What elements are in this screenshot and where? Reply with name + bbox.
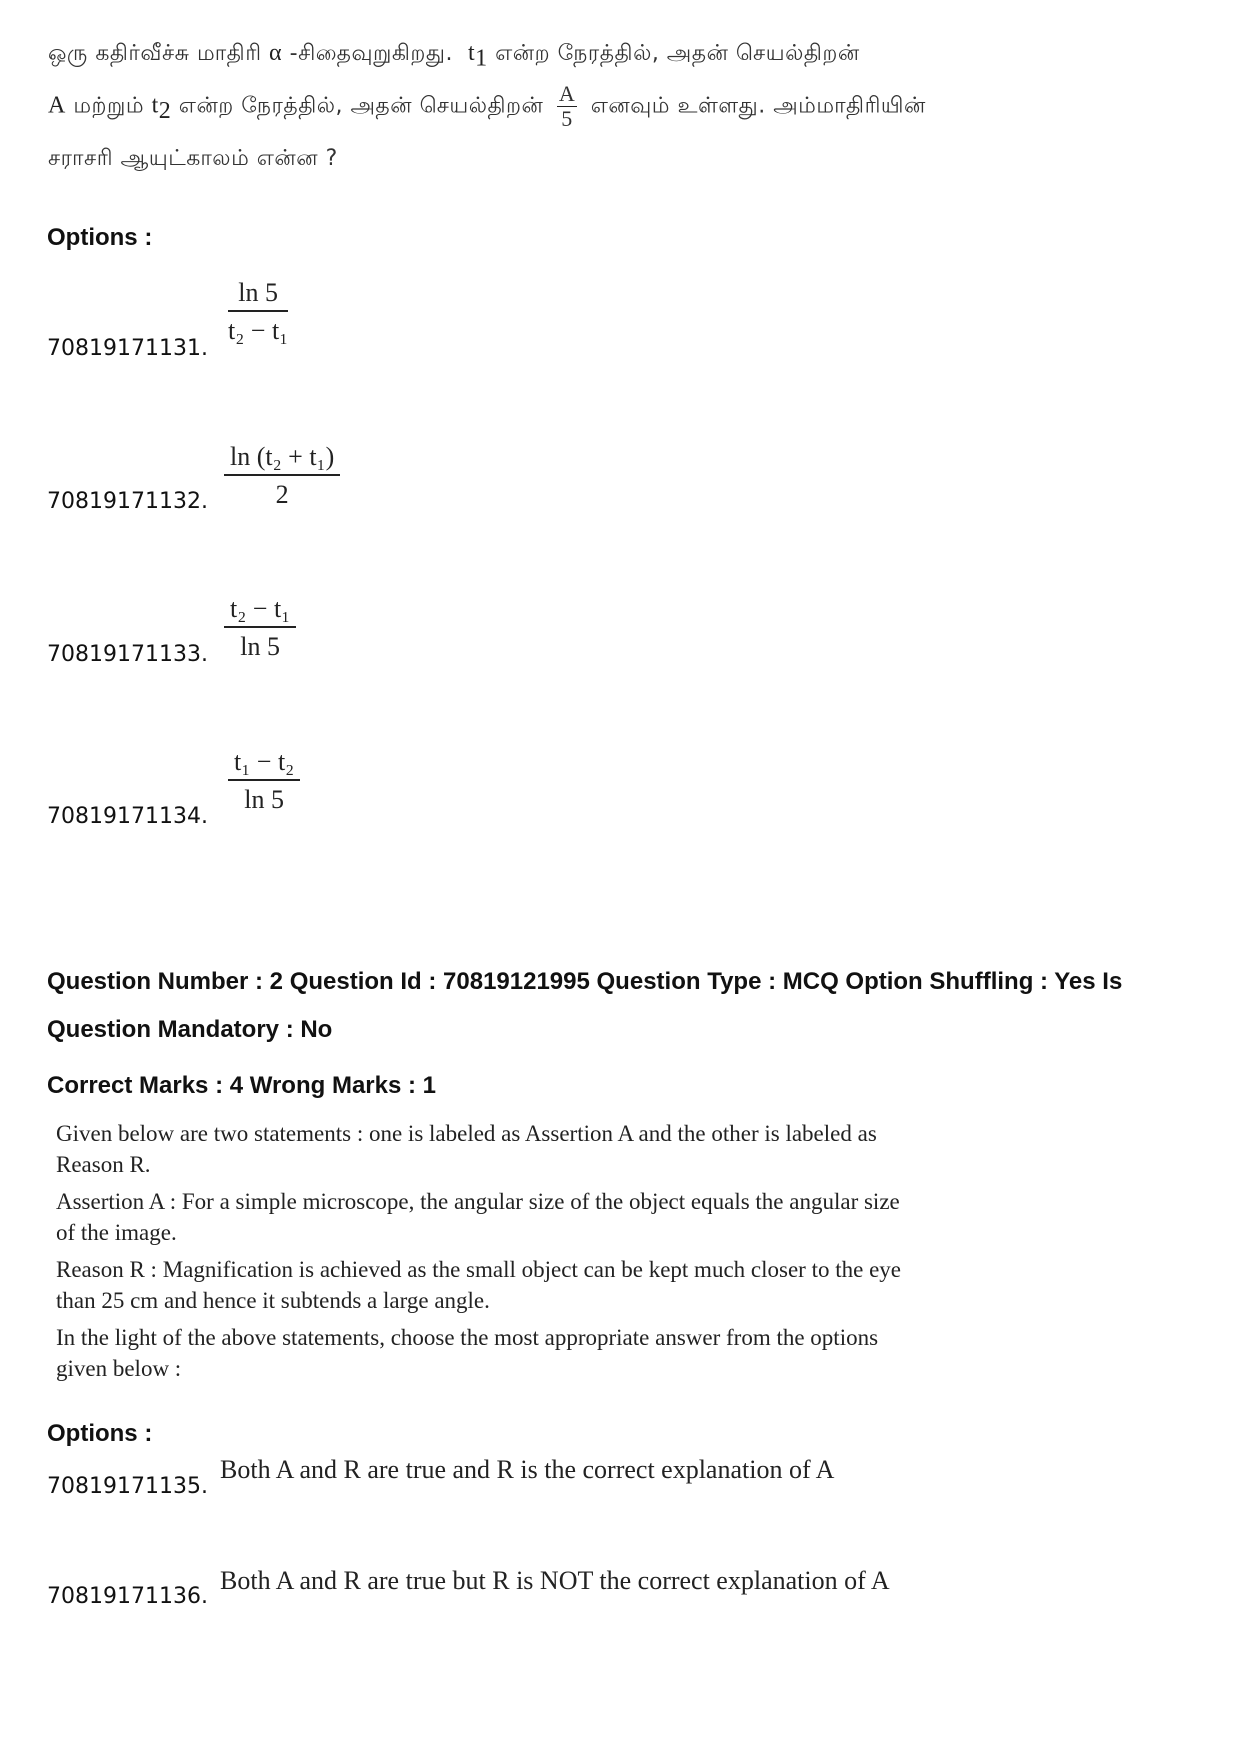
t2-subscript: 2	[158, 97, 172, 124]
q2-header-line-1: Question Number : 2 Question Id : 70819121995 Question Type : MCQ Option Shuffling : Yes Is	[47, 968, 1123, 995]
q2-header-line-2: Question Mandatory : No	[47, 1016, 333, 1043]
option-id: 70819171133.	[47, 642, 208, 667]
q1-line-3	[48, 146, 338, 174]
fraction-numerator: ln (t₂ + t₁)	[224, 442, 340, 476]
option-id: 70819171135.	[47, 1474, 208, 1499]
q1-line-1	[48, 40, 860, 72]
option-id: 70819171131.	[47, 336, 208, 361]
q1-line-2	[48, 82, 926, 131]
q2-line: In the light of the above statements, choose the most appropriate answer from the options	[56, 1325, 879, 1350]
t1-variable: t	[467, 40, 476, 66]
option-2-fraction[interactable]	[224, 442, 340, 510]
q2-options-label: Options :	[47, 1420, 153, 1447]
q2-line: than 25 cm and hence it subtends a large angle.	[56, 1288, 490, 1313]
alpha-symbol: α	[269, 40, 283, 66]
t1-subscript: 1	[475, 45, 488, 72]
fraction-denominator: 5	[561, 106, 573, 131]
activity-a: A	[48, 92, 66, 119]
q1-text-segment: ஒரு கதிர்வீச்சு மாதிரி	[48, 41, 262, 66]
q2-line: Reason R.	[56, 1152, 151, 1177]
option-1-fraction[interactable]	[228, 278, 288, 346]
option-id: 70819171134.	[47, 804, 208, 829]
option-6-text[interactable]: Both A and R are true but R is NOT the correct explanation of A	[220, 1566, 890, 1595]
q1-text-segment: மற்றும்	[73, 93, 145, 119]
option-4-fraction[interactable]	[228, 747, 300, 815]
a-over-5-fraction	[557, 82, 577, 131]
fraction-denominator: 2	[275, 480, 289, 509]
q2-line: Assertion A : For a simple microscope, the angular size of the object equals the angular size	[56, 1189, 900, 1214]
q2-line: Reason R : Magnification is achieved as the small object can be kept much closer to the eye	[56, 1257, 901, 1282]
fraction-denominator: ln 5	[240, 632, 280, 661]
q1-text-segment: சராசரி ஆயுட்காலம் என்ன ?	[48, 146, 338, 171]
fraction-denominator: t₂ − t₁	[228, 316, 289, 345]
q1-options-label: Options :	[47, 224, 153, 251]
fraction-denominator: ln 5	[244, 785, 284, 814]
option-5-text[interactable]: Both A and R are true and R is the correct explanation of A	[220, 1455, 835, 1484]
option-id: 70819171136.	[47, 1584, 208, 1609]
q2-line: Given below are two statements : one is labeled as Assertion A and the other is labeled as	[56, 1121, 877, 1146]
q2-line: given below :	[56, 1356, 182, 1381]
option-3-fraction[interactable]	[224, 594, 296, 662]
fraction-numerator: ln 5	[228, 278, 288, 312]
fraction-numerator: t₂ − t₁	[224, 594, 296, 628]
q1-text-segment: என்ற நேரத்தில், அதன் செயல்திறன்	[178, 93, 544, 119]
fraction-numerator: A	[558, 81, 576, 106]
t2-variable: t	[151, 92, 159, 119]
q1-text-segment: என்ற நேரத்தில், அதன் செயல்திறன்	[495, 41, 860, 66]
fraction-numerator: t₁ − t₂	[228, 747, 300, 781]
q1-text-segment: எனவும் உள்ளது. அம்மாதிரியின்	[590, 93, 926, 119]
q2-question-text	[56, 1118, 956, 1384]
q1-text-segment: -சிதைவுறுகிறது.	[289, 41, 453, 66]
q2-line: of the image.	[56, 1220, 177, 1245]
q2-marks: Correct Marks : 4 Wrong Marks : 1	[47, 1072, 437, 1099]
option-id: 70819171132.	[47, 489, 208, 514]
